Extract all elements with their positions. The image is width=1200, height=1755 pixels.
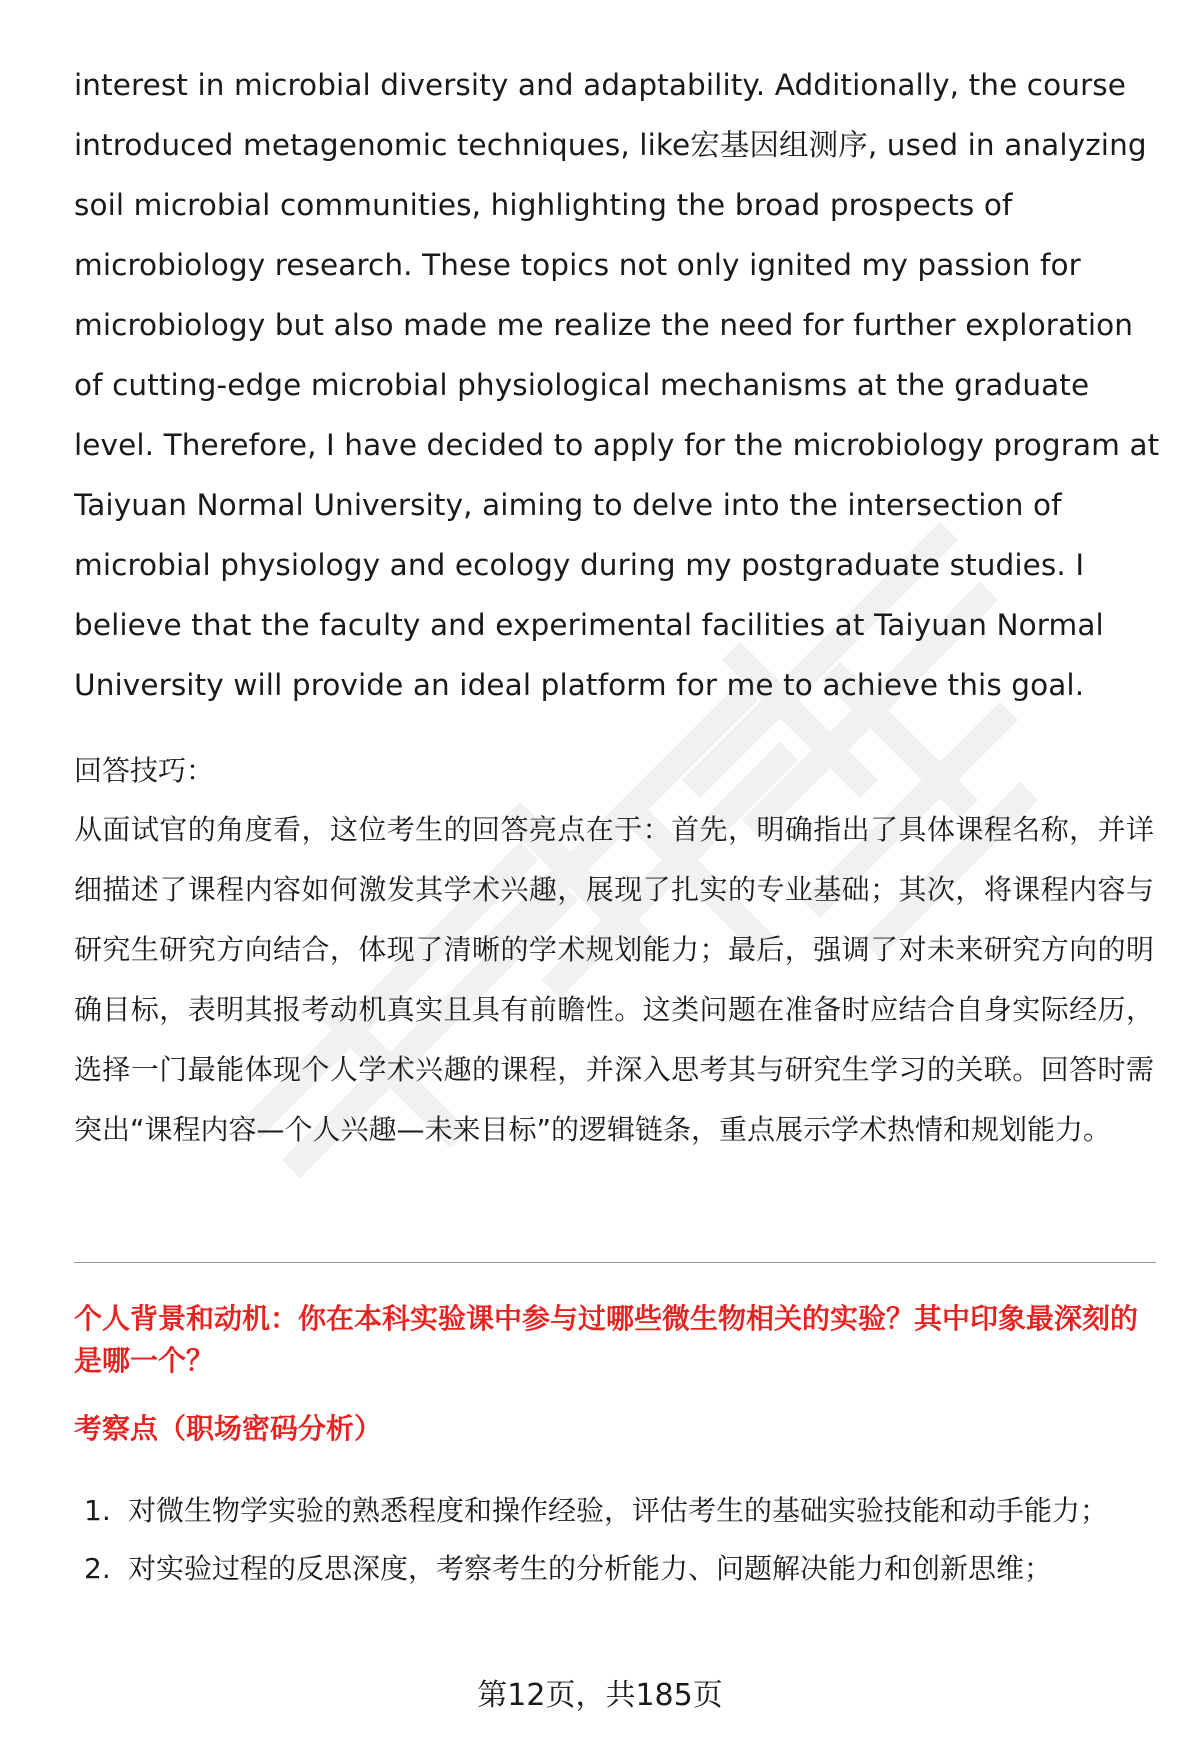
page-footer: 第12页，共185页 xyxy=(477,1678,723,1713)
list-item-number: 2. xyxy=(84,1552,111,1585)
exam-points-list xyxy=(74,1482,1154,1598)
question-heading: 个人背景和动机：你在本科实验课中参与过哪些微生物相关的实验？其中印象最深刻的是哪一个？ xyxy=(74,1302,1139,1377)
tips-heading: 回答技巧： xyxy=(74,754,215,787)
exam-points-heading: 考察点（职场密码分析） xyxy=(74,1412,383,1445)
list-item xyxy=(74,1482,1154,1540)
list-item-number: 1. xyxy=(84,1494,111,1527)
list-item xyxy=(74,1540,1154,1598)
tips-body: 从面试官的角度看，这位考生的回答亮点在于：首先，明确指出了具体课程名称，并详细描述了课程内容如何激发其学术兴趣，展现了扎实的专业基础；其次，将课程内容与研究生研究方向结合，体现了清晰的学术规划能力；最后，强调了对未来研究方向的明确目标，表明其报考动机真实且具有前瞻性。这类问题在准备时应结合自身实际经历，选择一门最能体现个人学术兴趣的课程，并深入思考其与研究生学习的关联。回答时需突出“课程内容—个人兴趣—未来目标”的逻辑链条，重点展示学术热情和规划能力。 xyxy=(74,813,1154,1146)
answer-paragraph: interest in microbial diversity and adaptability. Additionally, the course introduced metagenomic techniques, like宏基因组测序, used in analyzing soil microbial communities, highlighting the broad prospects of microbiology research. These topics not only ignited my passion for microbiology but also made me realize the need for further exploration of cutting-edge microbial physiological mechanisms at the graduate level. Therefore, I have decided to apply for the microbiology program at Taiyuan Normal University, aiming to delve into the intersection of microbial physiology and ecology during my postgraduate studies. I believe that the faculty and experimental facilities at Taiyuan Normal University will provide an ideal platform for me to achieve this goal. xyxy=(74,68,1160,702)
section-divider xyxy=(74,1262,1156,1263)
list-item-text: 对微生物学实验的熟悉程度和操作经验，评估考生的基础实验技能和动手能力； xyxy=(128,1494,1109,1527)
list-item-text: 对实验过程的反思深度，考察考生的分析能力、问题解决能力和创新思维； xyxy=(128,1552,1053,1585)
